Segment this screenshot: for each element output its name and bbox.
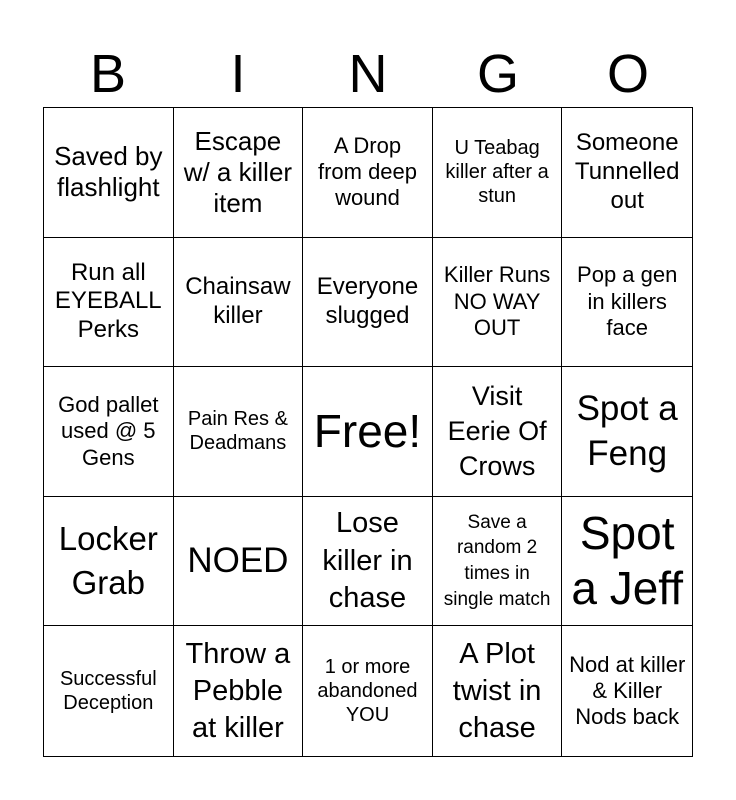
bingo-cell-text: Escape w/ a killer item <box>183 125 293 218</box>
bingo-cell-r3c2[interactable] <box>174 367 304 497</box>
bingo-cell-r4c2[interactable] <box>174 497 304 627</box>
bingo-cell-text: God pallet used @ 5 Gens <box>58 391 159 470</box>
bingo-cell-r4c4[interactable] <box>433 497 563 627</box>
bingo-cell-r5c2[interactable] <box>174 626 304 756</box>
bingo-cell-r5c5[interactable] <box>562 626 692 756</box>
header-letter-i: I <box>230 44 246 104</box>
bingo-cell-text: Killer Runs NO WAY OUT <box>443 262 551 341</box>
bingo-cell-text: Nod at killer & Killer Nods back <box>569 651 686 730</box>
bingo-cell-r1c5[interactable] <box>562 108 692 238</box>
bingo-cell-r4c5[interactable] <box>562 497 692 627</box>
bingo-cell-r3c1[interactable] <box>44 367 174 497</box>
bingo-cell-r3c5[interactable] <box>562 367 692 497</box>
bingo-cell-text: Visit Eerie Of Crows <box>447 380 547 482</box>
bingo-cell-text: NOED <box>187 541 289 581</box>
bingo-header <box>43 40 693 108</box>
bingo-cell-text: Successful Deception <box>59 667 157 715</box>
bingo-cell-text: Spot a Jeff <box>571 506 684 615</box>
bingo-cell-text: Locker Grab <box>58 519 158 602</box>
bingo-cell-text: A Plot twist in chase <box>452 637 542 744</box>
bingo-cell-text: A Drop from deep wound <box>317 132 418 211</box>
bingo-board <box>43 107 693 757</box>
bingo-cell-text: Throw a Pebble at killer <box>185 637 291 744</box>
bingo-cell-text: Pop a gen in killers face <box>577 262 678 341</box>
bingo-cell-r4c1[interactable] <box>44 497 174 627</box>
bingo-cell-text: U Teabag killer after a stun <box>445 136 549 208</box>
bingo-cell-text: Saved by flashlight <box>54 141 163 203</box>
header-letter-o: O <box>606 44 649 104</box>
bingo-cell-free[interactable] <box>303 367 433 497</box>
header-letter-g: G <box>476 44 519 104</box>
bingo-cell-r1c2[interactable] <box>174 108 304 238</box>
bingo-cell-text: Pain Res & Deadmans <box>187 408 288 455</box>
bingo-cell-text: Lose killer in chase <box>322 507 413 614</box>
bingo-cell-r4c3[interactable] <box>303 497 433 627</box>
bingo-cell-text: Everyone slugged <box>316 273 419 329</box>
bingo-cell-r1c1[interactable] <box>44 108 174 238</box>
bingo-cell-text: Spot a Feng <box>576 388 678 474</box>
bingo-cell-r5c4[interactable] <box>433 626 563 756</box>
bingo-cell-r1c4[interactable] <box>433 108 563 238</box>
bingo-cell-r2c2[interactable] <box>174 238 304 368</box>
free-space-text: Free! <box>313 404 422 457</box>
bingo-cell-r2c3[interactable] <box>303 238 433 368</box>
bingo-cell-r3c4[interactable] <box>433 367 563 497</box>
bingo-cell-r1c3[interactable] <box>303 108 433 238</box>
bingo-cell-text: Save a random 2 times in single match <box>443 511 551 610</box>
header-letter-b: B <box>89 44 127 104</box>
bingo-cell-text: Someone Tunnelled out <box>574 129 680 214</box>
bingo-cell-r5c1[interactable] <box>44 626 174 756</box>
bingo-cell-r2c4[interactable] <box>433 238 563 368</box>
bingo-cell-r2c1[interactable] <box>44 238 174 368</box>
bingo-cell-text: Run all EYEBALL Perks <box>54 258 162 344</box>
header-letter-n: N <box>348 44 388 104</box>
bingo-cell-r2c5[interactable] <box>562 238 692 368</box>
bingo-cell-r5c3[interactable] <box>303 626 433 756</box>
bingo-cell-text: Chainsaw killer <box>185 273 291 329</box>
bingo-cell-text: 1 or more abandoned YOU <box>317 655 418 727</box>
